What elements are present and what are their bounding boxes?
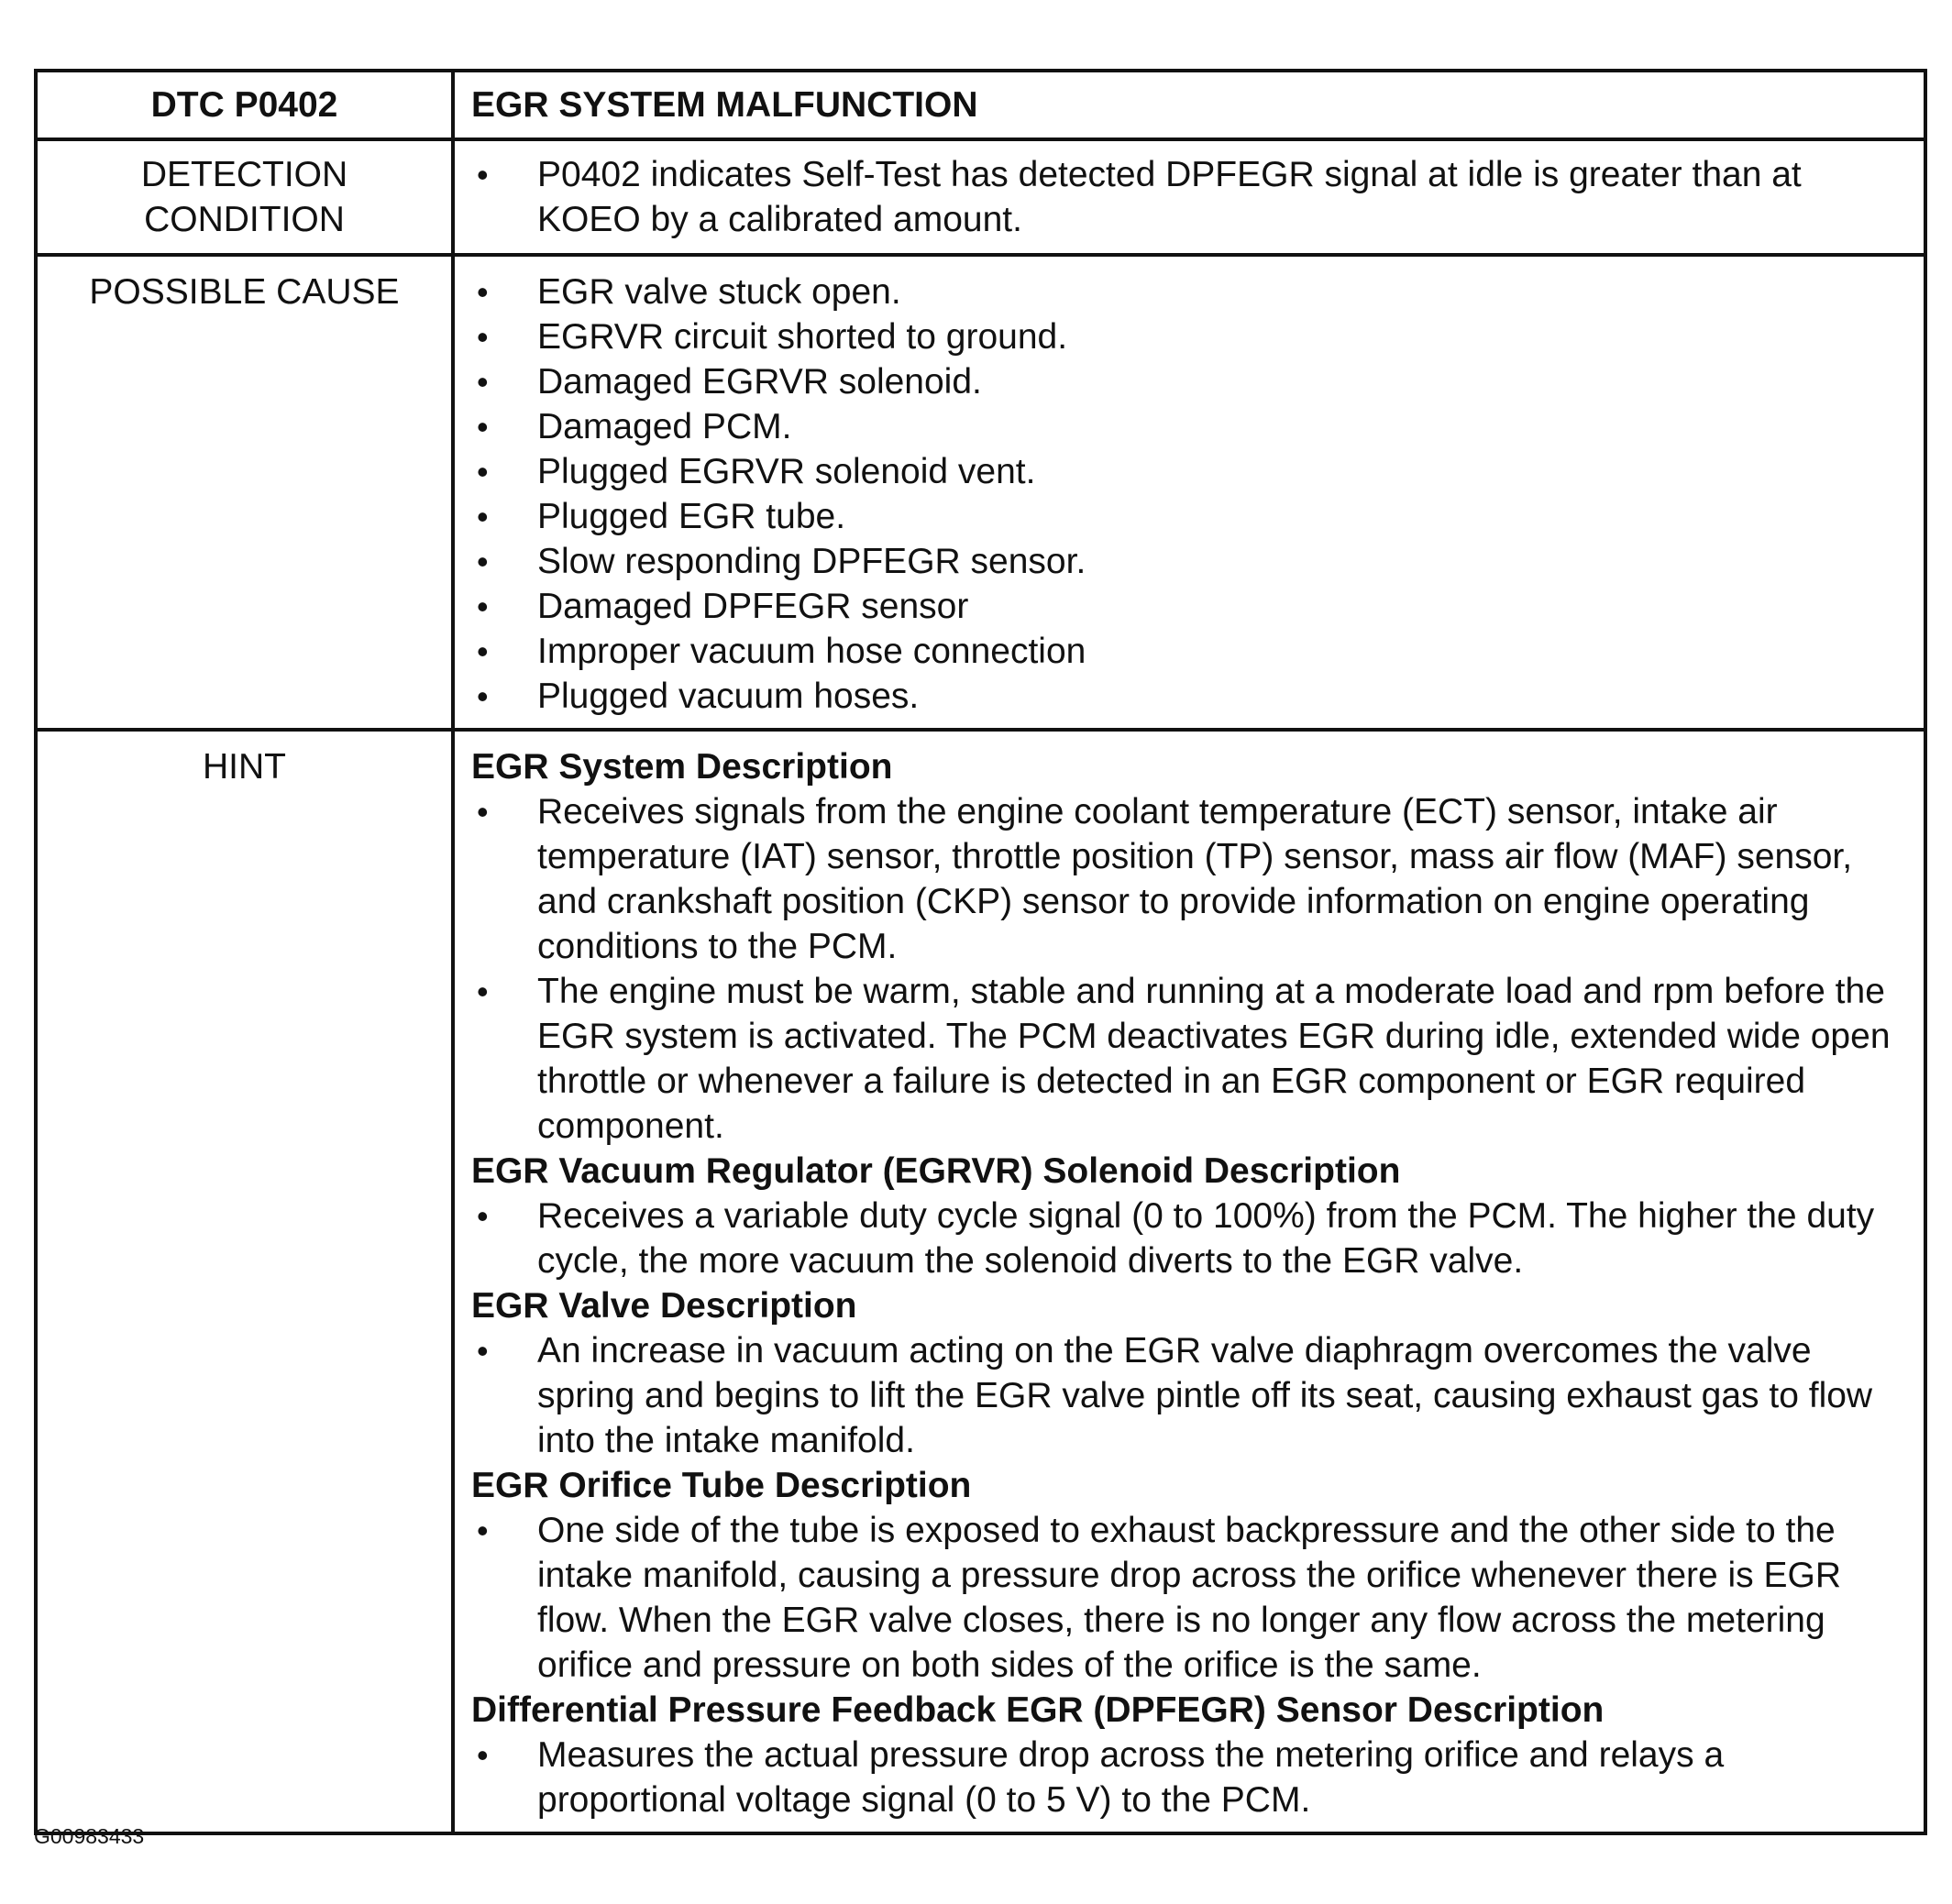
list-item: • The engine must be warm, stable and running at a moderate load and rpm before the EGR system is activated. The PCM deactivates EGR during idle, extended wide open throttle or whenever a failure is detected in an EGR component or EGR required component. [471, 969, 1913, 1149]
section-heading-egr-valve: EGR Valve Description [471, 1286, 857, 1326]
hint-label: HINT [36, 730, 453, 1833]
possible-cause-content [453, 255, 1925, 730]
hint-row [36, 730, 1925, 1833]
egrvr-solenoid-list [471, 1194, 1913, 1283]
list-item: • Receives signals from the engine coolant temperature (ECT) sensor, intake air temperature (IAT) sensor, throttle position (TP) sensor, mass air flow (MAF) sensor, and crankshaft position (CKP) sensor to provide information on engine operating conditions to the PCM. [471, 789, 1913, 969]
possible-cause-row [36, 255, 1925, 730]
list-item: • Improper vacuum hose connection [471, 629, 1913, 674]
possible-cause-list [471, 270, 1913, 719]
dpfegr-sensor-list [471, 1733, 1913, 1822]
detection-content [453, 139, 1925, 255]
hint-content [453, 730, 1925, 1833]
list-item: • Plugged EGRVR solenoid vent. [471, 449, 1913, 494]
list-item: • Slow responding DPFEGR sensor. [471, 539, 1913, 584]
list-item: • Plugged EGR tube. [471, 494, 1913, 539]
egr-system-list [471, 789, 1913, 1149]
detection-label-line2: CONDITION [144, 200, 345, 239]
list-item: • An increase in vacuum acting on the EGR valve diaphragm overcomes the valve spring and begins to lift the EGR valve pintle off its seat, causing exhaust gas to flow into the intake manifold. [471, 1328, 1913, 1463]
list-item: • Damaged PCM. [471, 404, 1913, 449]
dtc-title: EGR SYSTEM MALFUNCTION [453, 71, 1925, 139]
figure-id: G00983433 [34, 1824, 145, 1848]
section-heading-egr-orifice-tube: EGR Orifice Tube Description [471, 1466, 972, 1505]
list-item: • Damaged DPFEGR sensor [471, 584, 1913, 629]
section-heading-egr-system: EGR System Description [471, 747, 893, 787]
list-item: • Damaged EGRVR solenoid. [471, 359, 1913, 404]
list-item: • EGRVR circuit shorted to ground. [471, 314, 1913, 359]
list-item: • P0402 indicates Self-Test has detected DPFEGR signal at idle is greater than at KOEO by a calibrated amount. [471, 152, 1913, 242]
list-item: • Plugged vacuum hoses. [471, 674, 1913, 719]
list-item: • One side of the tube is exposed to exhaust backpressure and the other side to the intake manifold, causing a pressure drop across the orifice whenever there is EGR flow. When the EGR valve closes, there is no longer any flow across the metering orifice and pressure on both sides of the orifice is the same. [471, 1508, 1913, 1688]
detection-label-line1: DETECTION [140, 155, 348, 194]
section-heading-egrvr-solenoid: EGR Vacuum Regulator (EGRVR) Solenoid Description [471, 1151, 1401, 1191]
dtc-table [34, 69, 1927, 1835]
list-item: • Receives a variable duty cycle signal (0 to 100%) from the PCM. The higher the duty cycle, the more vacuum the solenoid diverts to the EGR valve. [471, 1194, 1913, 1283]
detection-list [471, 152, 1913, 242]
detection-row [36, 139, 1925, 255]
egr-valve-list [471, 1328, 1913, 1463]
section-heading-dpfegr-sensor: Differential Pressure Feedback EGR (DPFEGR) Sensor Description [471, 1690, 1605, 1730]
list-item: • EGR valve stuck open. [471, 270, 1913, 314]
detection-label [36, 139, 453, 255]
header-row [36, 71, 1925, 139]
possible-cause-label: POSSIBLE CAUSE [36, 255, 453, 730]
dtc-code: DTC P0402 [36, 71, 453, 139]
egr-orifice-tube-list [471, 1508, 1913, 1688]
list-item: • Measures the actual pressure drop across the metering orifice and relays a proportional voltage signal (0 to 5 V) to the PCM. [471, 1733, 1913, 1822]
